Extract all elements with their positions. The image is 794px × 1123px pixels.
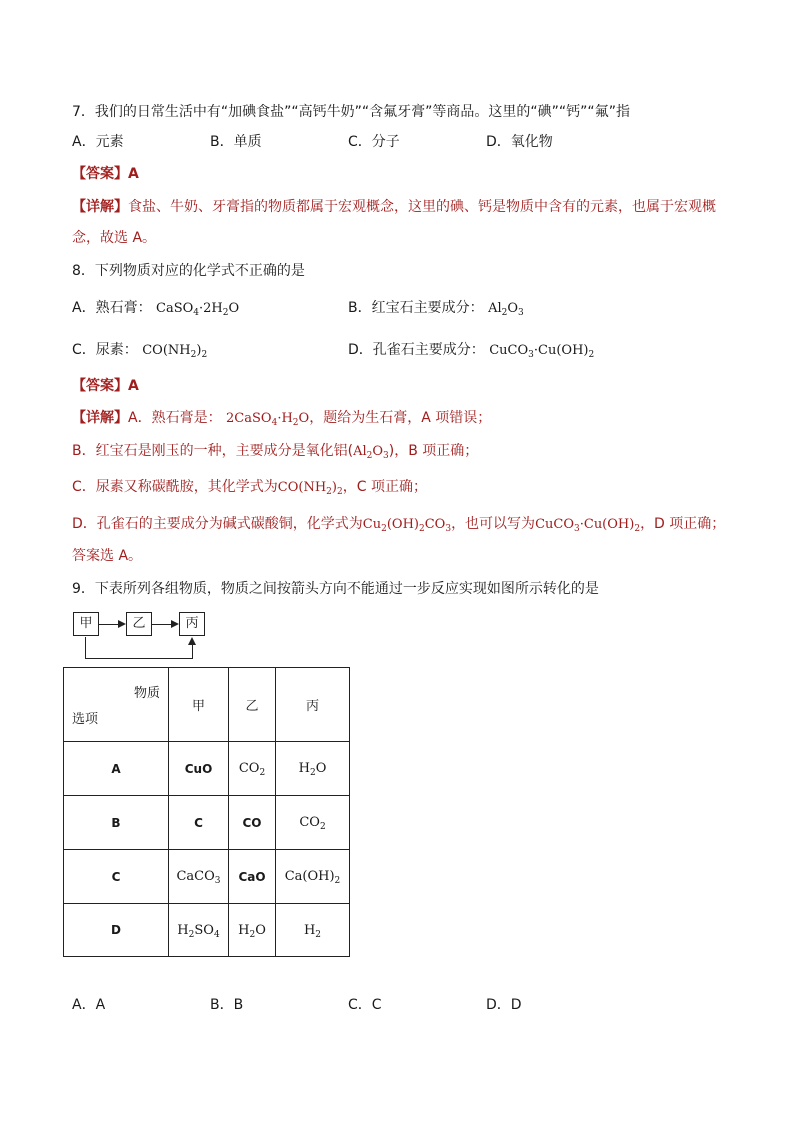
detail-text: 食盐、牛奶、牙膏指的物质都属于宏观概念，这里的碘、钙是物质中含有的元素，也属于宏观概 <box>128 199 716 215</box>
q7-option-c[interactable]: C．分子 <box>348 134 400 150</box>
q7-option-b[interactable]: B．单质 <box>210 134 262 150</box>
q7-stem: 7．我们的日常生活中有“加碘食盐”“高钙牛奶”“含氟牙膏”等商品。这里的“碘”“钙”“氟”指 <box>72 104 630 120</box>
detail-d-post: ，D 项正确； <box>640 516 726 532</box>
cell-h2o: $H_2O$ <box>229 904 276 957</box>
cell-cao: CaO <box>229 850 276 904</box>
q8-detail-d <box>72 514 725 535</box>
cell-co: CO <box>229 796 276 850</box>
answer-value: A <box>128 166 139 182</box>
q8-option-a[interactable] <box>72 298 239 319</box>
table-header-row <box>64 668 350 742</box>
q8-option-d[interactable] <box>348 340 594 361</box>
table-col-jia: 甲 <box>169 668 229 742</box>
cell-co2: $CO_2$ <box>276 796 350 850</box>
detail-c-pre: C．尿素又称碳酰胺，其化学式为 <box>72 479 278 495</box>
table-col-bing: 丙 <box>276 668 350 742</box>
q9-table <box>63 667 350 957</box>
formula-caso4-2h2o: $CaSO_4\cdot 2H_2O$ <box>156 301 240 318</box>
row-label-d: D <box>64 904 169 957</box>
formula-al2o3: $Al_2O_3$ <box>488 301 524 318</box>
header-substance: 物质 <box>133 686 160 701</box>
arrow-jia-yi-head <box>118 620 126 628</box>
table-row <box>64 904 350 957</box>
cell-caco3: CaCO$_3$ <box>169 850 229 904</box>
q9-option-d[interactable]: D．D <box>486 997 522 1013</box>
diagram-box-bing: 丙 <box>179 612 205 636</box>
formula-cu2oh2co3: $Cu_2(OH)_2CO_3$ <box>362 517 452 534</box>
q8-answer <box>72 376 139 396</box>
detail-b-pre: B．红宝石是刚玉的一种，主要成分是氧化铝( <box>72 443 354 459</box>
detail-c-post: ，C 项正确； <box>342 479 427 495</box>
q8-option-a-label: A．熟石膏： <box>72 300 152 316</box>
cell-h2so4: $H_2SO_4$ <box>169 904 229 957</box>
table-row <box>64 796 350 850</box>
q8-option-b-label: B．红宝石主要成分： <box>348 300 484 316</box>
diagram-box-yi: 乙 <box>126 612 152 636</box>
table-row <box>64 742 350 796</box>
diagram-box-jia: 甲 <box>73 612 99 636</box>
q8-conclusion: 答案选 A。 <box>72 548 143 564</box>
row-label-b: B <box>64 796 169 850</box>
detail-a-post: ，题给为生石膏，A 项错误； <box>309 410 492 426</box>
detail-d-pre: D．孔雀石的主要成分为碱式碳酸铜，化学式为 <box>72 516 363 532</box>
cell-caoh2: $Ca(OH)_2$ <box>276 850 350 904</box>
formula-al2o3: $Al_2O_3$ <box>353 444 389 461</box>
q8-detail-b <box>72 441 478 462</box>
table-row <box>64 850 350 904</box>
q9-option-c[interactable]: C．C <box>348 997 382 1013</box>
cell-cuo: CuO <box>169 742 229 796</box>
q9-option-a[interactable]: A．A <box>72 997 106 1013</box>
loop-arrow-down <box>85 637 86 659</box>
formula-cuco3-cuoh2: $CuCO_3\cdot Cu(OH)_2$ <box>489 343 595 360</box>
q8-option-b[interactable] <box>348 298 524 319</box>
header-option: 选项 <box>72 712 99 727</box>
q8-stem: 8．下列物质对应的化学式不正确的是 <box>72 263 305 279</box>
q7-option-a[interactable]: A．元素 <box>72 134 124 150</box>
q8-detail-a <box>72 408 491 429</box>
formula-cuco3-cuoh2: $CuCO_3\cdot Cu(OH)_2$ <box>535 517 641 534</box>
answer-label: 【答案】 <box>72 378 128 394</box>
answer-value: A <box>128 378 139 394</box>
q8-option-c[interactable] <box>72 340 207 361</box>
cell-h2: $H_2$ <box>276 904 350 957</box>
detail-label: 【详解】 <box>72 199 128 215</box>
loop-arrow-across <box>85 658 192 659</box>
cell-co2: $CO_2$ <box>229 742 276 796</box>
table-corner-cell <box>64 668 169 742</box>
q7-option-d[interactable]: D．氧化物 <box>486 134 553 150</box>
table-col-yi: 乙 <box>229 668 276 742</box>
q7-answer <box>72 164 139 184</box>
loop-arrow-up <box>192 645 193 659</box>
row-label-a: A <box>64 742 169 796</box>
cell-h2o: $H_2O$ <box>276 742 350 796</box>
q7-detail-line2: 念，故选 A。 <box>72 230 157 246</box>
arrow-jia-yi-line <box>99 624 118 625</box>
detail-label: 【详解】 <box>72 410 128 426</box>
detail-a-pre: A．熟石膏是： <box>128 410 222 426</box>
q7-detail-line1 <box>72 197 716 217</box>
detail-b-post: )，B 项正确； <box>388 443 479 459</box>
q9-stem: 9．下表所列各组物质，物质之间按箭头方向不能通过一步反应实现如图所示转化的是 <box>72 581 599 597</box>
loop-arrowhead <box>188 637 196 645</box>
q9-option-b[interactable]: B．B <box>210 997 244 1013</box>
formula-urea: $CO(NH_2)_2$ <box>142 343 208 360</box>
row-label-c: C <box>64 850 169 904</box>
q8-option-d-label: D．孔雀石主要成分： <box>348 342 485 358</box>
cell-c: C <box>169 796 229 850</box>
formula-2caso4-h2o: $2CaSO_4\cdot H_2O$ <box>226 411 310 428</box>
arrow-yi-bing-head <box>171 620 179 628</box>
detail-d-mid: ，也可以写为 <box>451 516 536 532</box>
arrow-yi-bing-line <box>152 624 171 625</box>
q8-option-c-label: C．尿素： <box>72 342 138 358</box>
answer-label: 【答案】 <box>72 166 128 182</box>
q8-detail-c <box>72 477 427 498</box>
formula-urea: $CO(NH_2)_2$ <box>277 480 343 497</box>
